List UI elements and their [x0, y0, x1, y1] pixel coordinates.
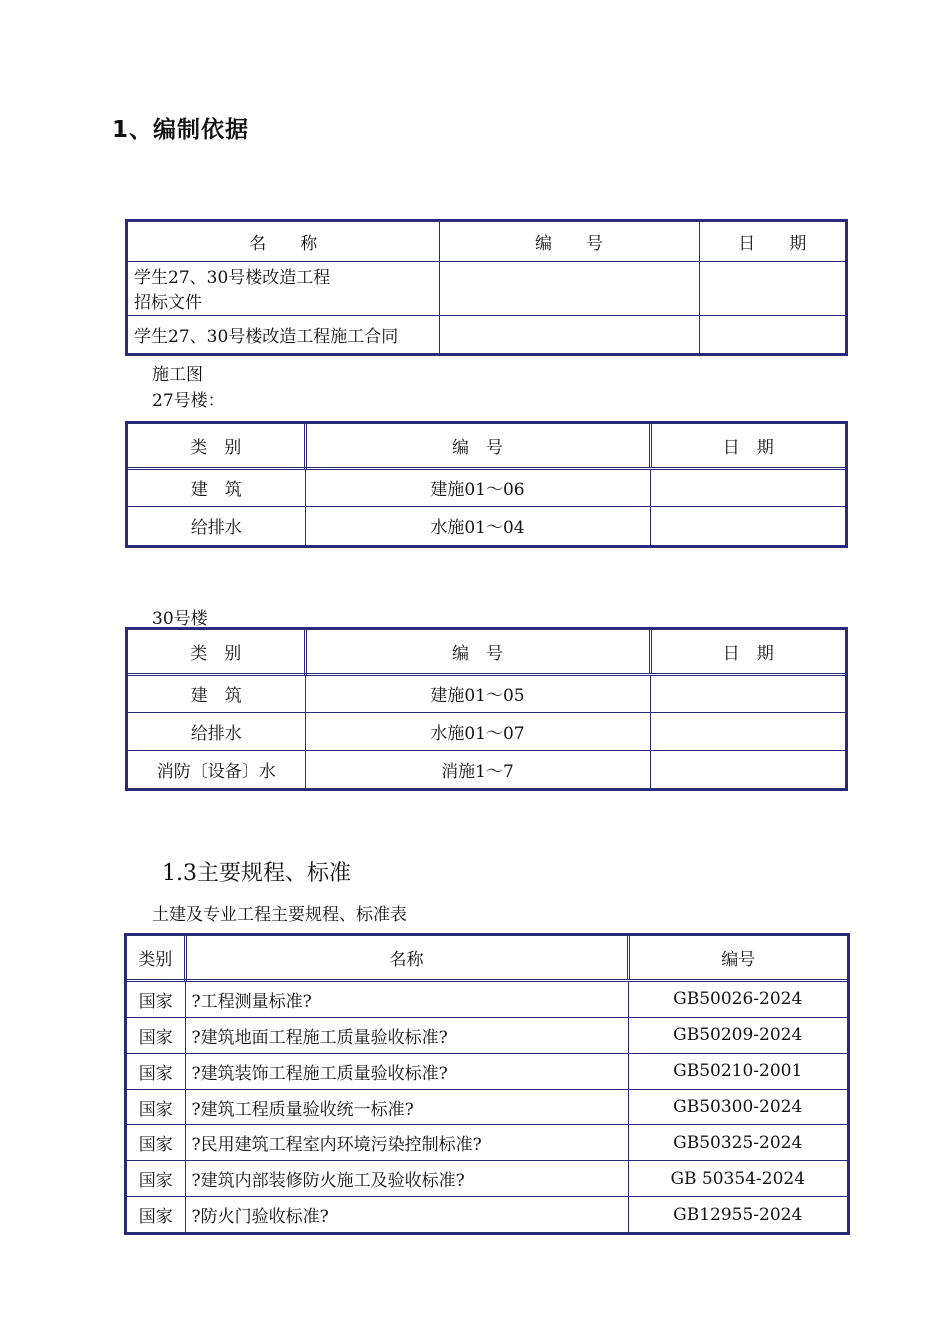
table-row [128, 712, 845, 750]
table-row [127, 1125, 847, 1161]
row-type: 建 筑 [128, 468, 305, 506]
header-date: 日 期 [699, 222, 845, 261]
header-code: 编 号 [439, 222, 699, 261]
page-heading: 1、编制依据 [112, 117, 250, 143]
row-code: 水施01～07 [305, 712, 650, 750]
table-row [127, 1161, 847, 1197]
table-header-row [127, 936, 847, 980]
header-name: 名称 [185, 936, 628, 980]
table-row [128, 261, 845, 315]
row-date [650, 506, 845, 545]
table-row [127, 1089, 847, 1125]
row-date [650, 468, 845, 506]
table-row [128, 674, 845, 712]
row-category: 国家 [127, 1089, 185, 1125]
table-row [127, 1053, 847, 1089]
row-name: ?防火门验收标准? [185, 1197, 628, 1232]
header-category: 类别 [127, 936, 185, 980]
header-code: 编号 [628, 936, 847, 980]
building30-table [125, 627, 848, 791]
row-name: ?建筑工程质量验收统一标准? [185, 1089, 628, 1125]
row-code: GB12955-2024 [628, 1197, 847, 1232]
row-name: ?工程测量标准? [185, 980, 628, 1017]
row-category: 国家 [127, 1161, 185, 1197]
building30-label: 30号楼 [152, 609, 208, 629]
table-header-row [128, 630, 845, 674]
row-category: 国家 [127, 1125, 185, 1161]
row-name [128, 261, 439, 315]
row-date [699, 261, 845, 315]
header-date: 日 期 [650, 424, 845, 468]
table-header-row [128, 424, 845, 468]
header-code: 编 号 [305, 424, 650, 468]
header-code: 编 号 [305, 630, 650, 674]
row-type: 给排水 [128, 712, 305, 750]
row-code: 建施01～05 [305, 674, 650, 712]
row-name-line1: 学生27、30号楼改造工程 [134, 268, 331, 288]
table-row [128, 506, 845, 545]
table-row [127, 980, 847, 1017]
table-header-row [128, 222, 845, 261]
table-row [127, 1197, 847, 1232]
row-code: 消施1～7 [305, 750, 650, 788]
row-name: ?建筑地面工程施工质量验收标准? [185, 1017, 628, 1053]
drawings-label: 施工图 [152, 365, 203, 385]
row-code: GB50300-2024 [628, 1089, 847, 1125]
row-date [699, 315, 845, 353]
row-name: ?建筑装饰工程施工质量验收标准? [185, 1053, 628, 1089]
basis-table [125, 219, 848, 356]
row-category: 国家 [127, 980, 185, 1017]
row-code [439, 315, 699, 353]
table-row [127, 1017, 847, 1053]
row-code: 水施01～04 [305, 506, 650, 545]
row-date [650, 674, 845, 712]
row-name: ?建筑内部装修防火施工及验收标准? [185, 1161, 628, 1197]
row-category: 国家 [127, 1053, 185, 1089]
row-type: 消防〔设备〕水 [128, 750, 305, 788]
header-type: 类 别 [128, 424, 305, 468]
row-code: GB 50354-2024 [628, 1161, 847, 1197]
building27-table [125, 421, 848, 548]
row-code: GB50325-2024 [628, 1125, 847, 1161]
table-row [128, 315, 845, 353]
building27-label: 27号楼： [152, 391, 225, 411]
row-type: 建 筑 [128, 674, 305, 712]
header-name: 名 称 [128, 222, 439, 261]
row-code [439, 261, 699, 315]
standards-table [124, 933, 850, 1235]
row-name: 学生27、30号楼改造工程施工合同 [128, 315, 439, 353]
row-date [650, 712, 845, 750]
row-category: 国家 [127, 1017, 185, 1053]
section-subtitle: 土建及专业工程主要规程、标准表 [152, 905, 407, 925]
row-code: GB50209-2024 [628, 1017, 847, 1053]
row-code: 建施01～06 [305, 468, 650, 506]
row-code: GB50210-2001 [628, 1053, 847, 1089]
table-row [128, 468, 845, 506]
table-row [128, 750, 845, 788]
header-type: 类 别 [128, 630, 305, 674]
row-category: 国家 [127, 1197, 185, 1232]
row-name: ?民用建筑工程室内环境污染控制标准? [185, 1125, 628, 1161]
section-title: 1.3主要规程、标准 [162, 861, 351, 886]
row-code: GB50026-2024 [628, 980, 847, 1017]
row-type: 给排水 [128, 506, 305, 545]
header-date: 日 期 [650, 630, 845, 674]
row-name-line2: 招标文件 [134, 293, 202, 313]
row-date [650, 750, 845, 788]
